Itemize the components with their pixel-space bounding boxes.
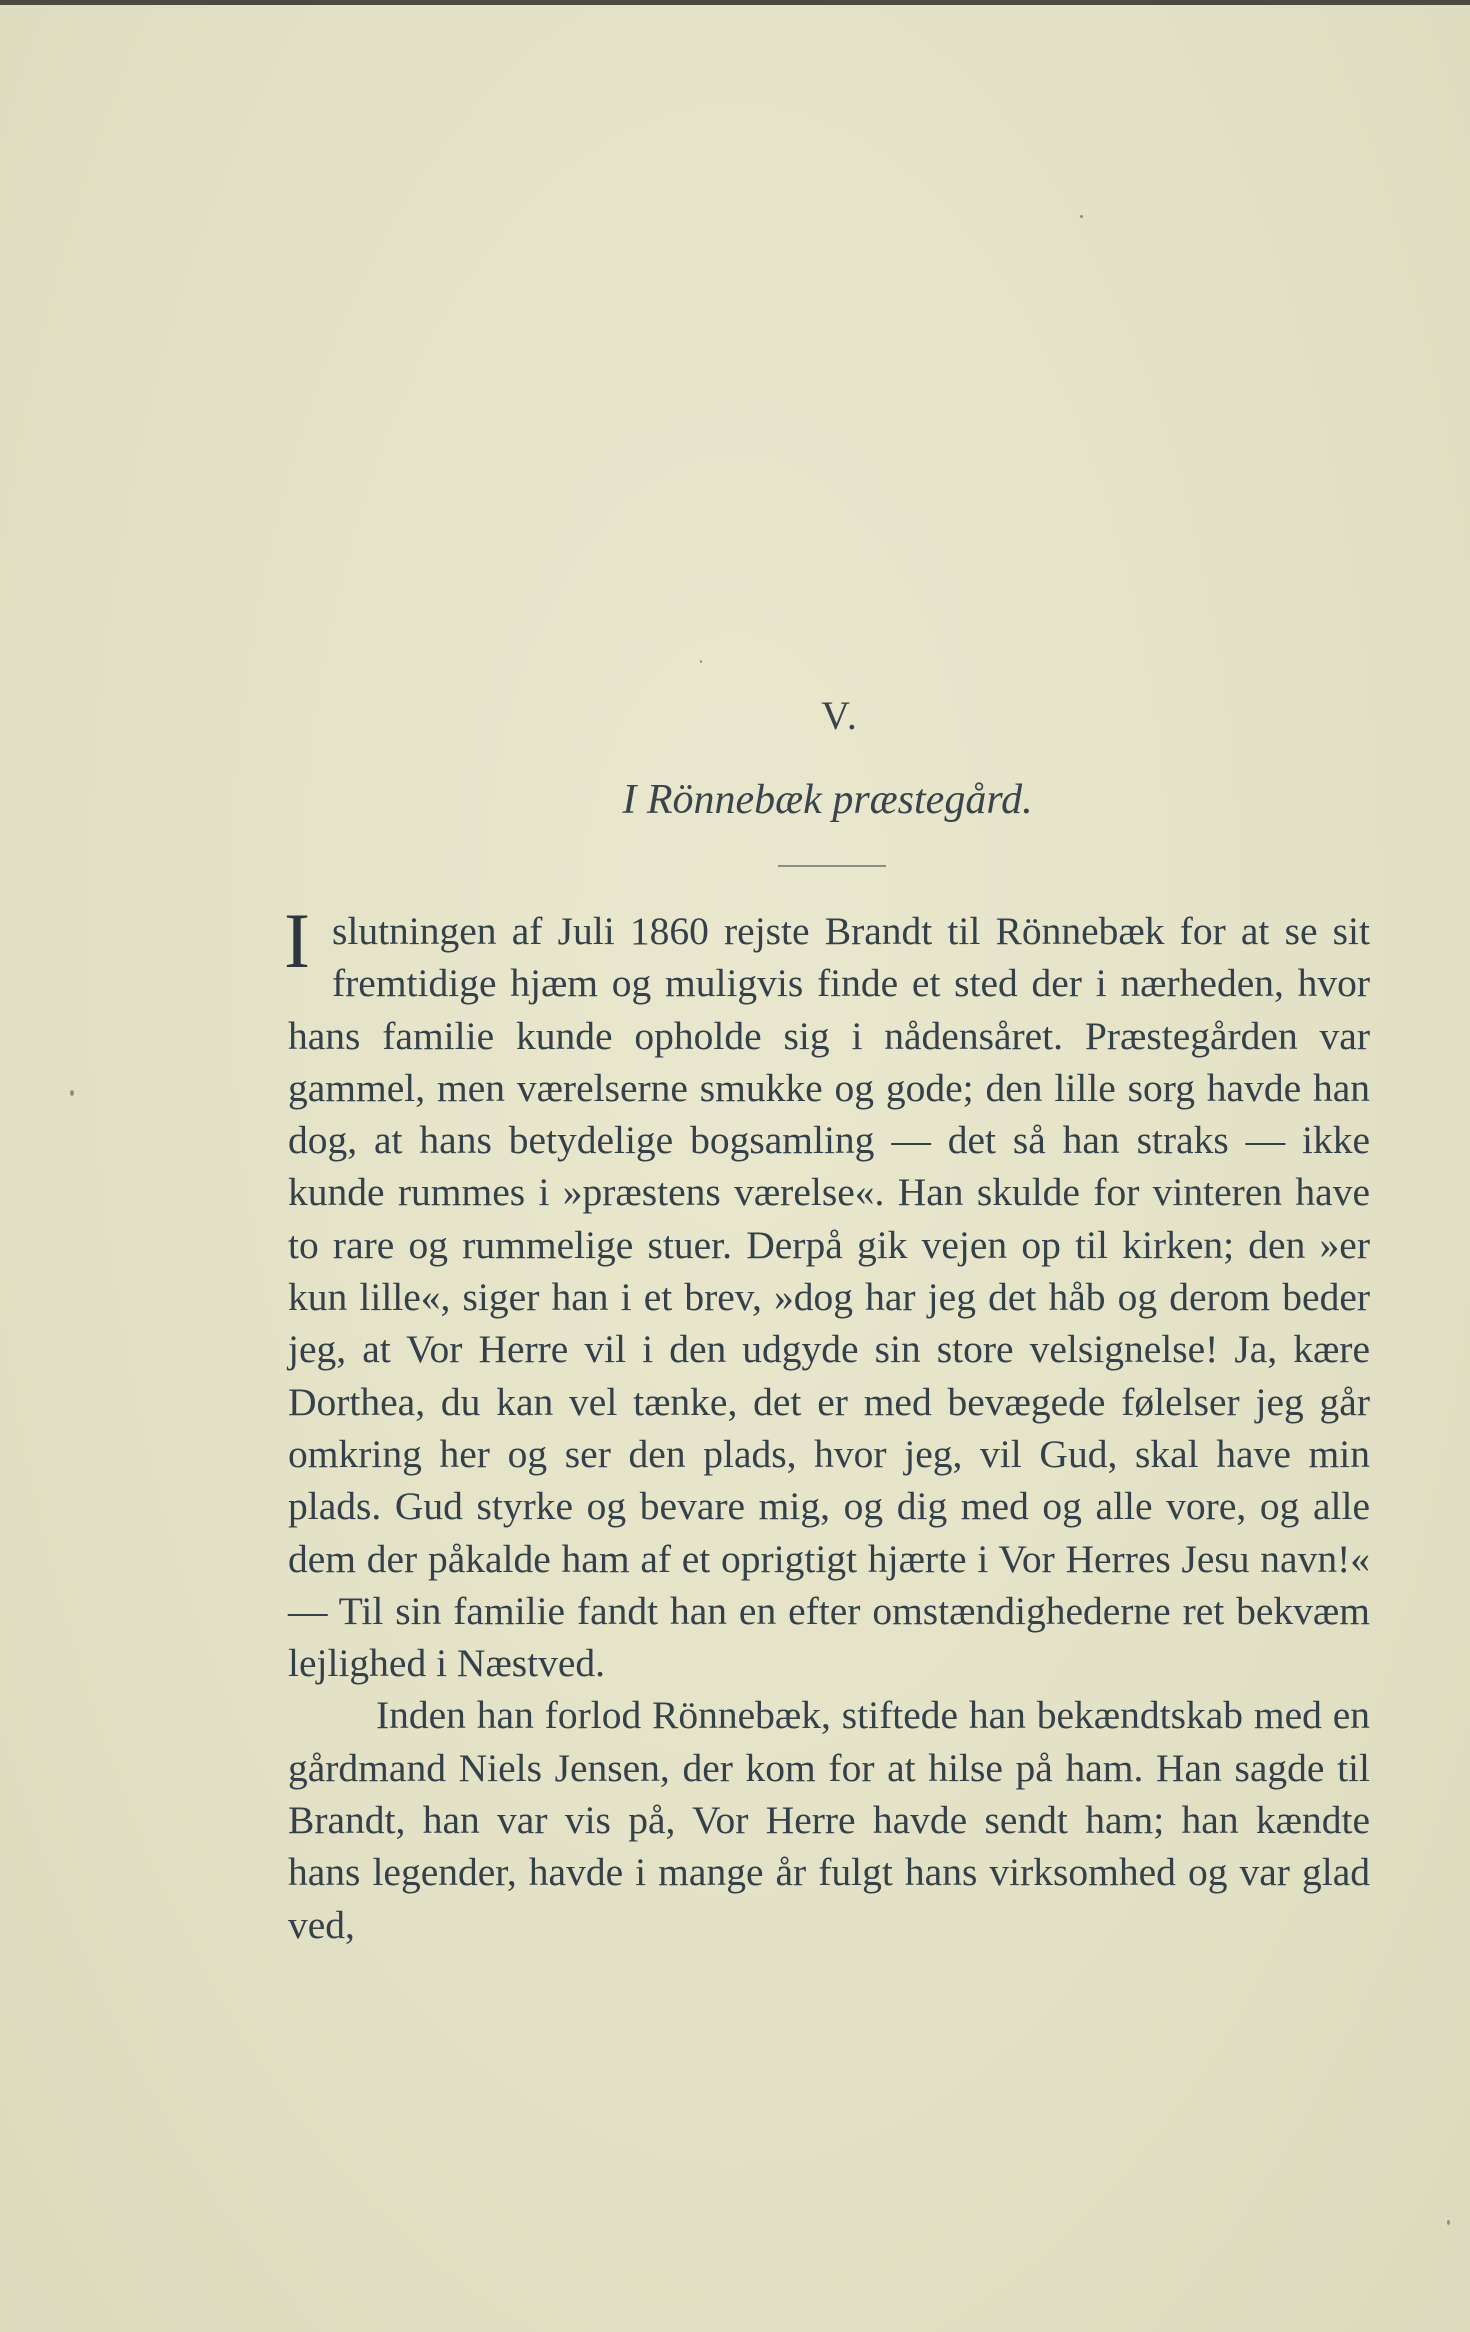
paragraph-1: [284, 897, 1370, 1689]
paper-speck: [70, 1090, 74, 1096]
title-divider: [778, 865, 886, 867]
chapter-title: I Rönnebæk præstegård.: [622, 777, 1033, 823]
drop-cap: I: [284, 897, 310, 984]
paragraph-1-text: slutningen af Juli 1860 rejste Brandt til Rönnebæk for at se sit fremtidige hjæm og muligvis finde et sted der i nærheden, hvor hans familie kunde opholde sig i nådensåret. Præstegården var gammel, men værelserne smukke og gode; den lille sorg havde han dog, at hans betydelige bogsamling — det så han straks — ikke kunde rummes i »præstens værelse«. Han skulde for vinteren have to rare og rummelige stuer. Derpå gik vejen op til kirken; den »er kun lille«, siger han i et brev, »dog har jeg det håb og derom beder jeg, at Vor Herre vil i den udgyde sin store velsignelse! Ja, kære Dorthea, du kan vel tænke, det er med bevægede følelser jeg går omkring her og ser den plads, hvor jeg, vil Gud, skal have min plads. Gud styrke og bevare mig, og dig med og alle vore, og alle dem der påkalde ham af et oprigtigt hjærte i Vor Herres Jesu navn!« — Til sin familie fandt han en efter omstændighederne ret bekvæm lejlighed i Næstved.: [288, 909, 1370, 1686]
chapter-number: V.: [821, 693, 859, 738]
body-text: [284, 897, 1370, 1951]
paper-speck: [1080, 215, 1083, 218]
paper-speck: [700, 660, 702, 663]
page-top-edge: [0, 0, 1470, 5]
paragraph-2: Inden han forlod Rönnebæk, stiftede han bekændtskab med en gårdmand Niels Jensen, der kom for at hilse på ham. Han sagde til Brandt, han var vis på, Vor Herre havde sendt ham; han kændte hans legender, havde i mange år fulgt hans virksomhed og var glad ved,: [288, 1693, 1370, 1947]
paper-speck: [1447, 2220, 1450, 2225]
